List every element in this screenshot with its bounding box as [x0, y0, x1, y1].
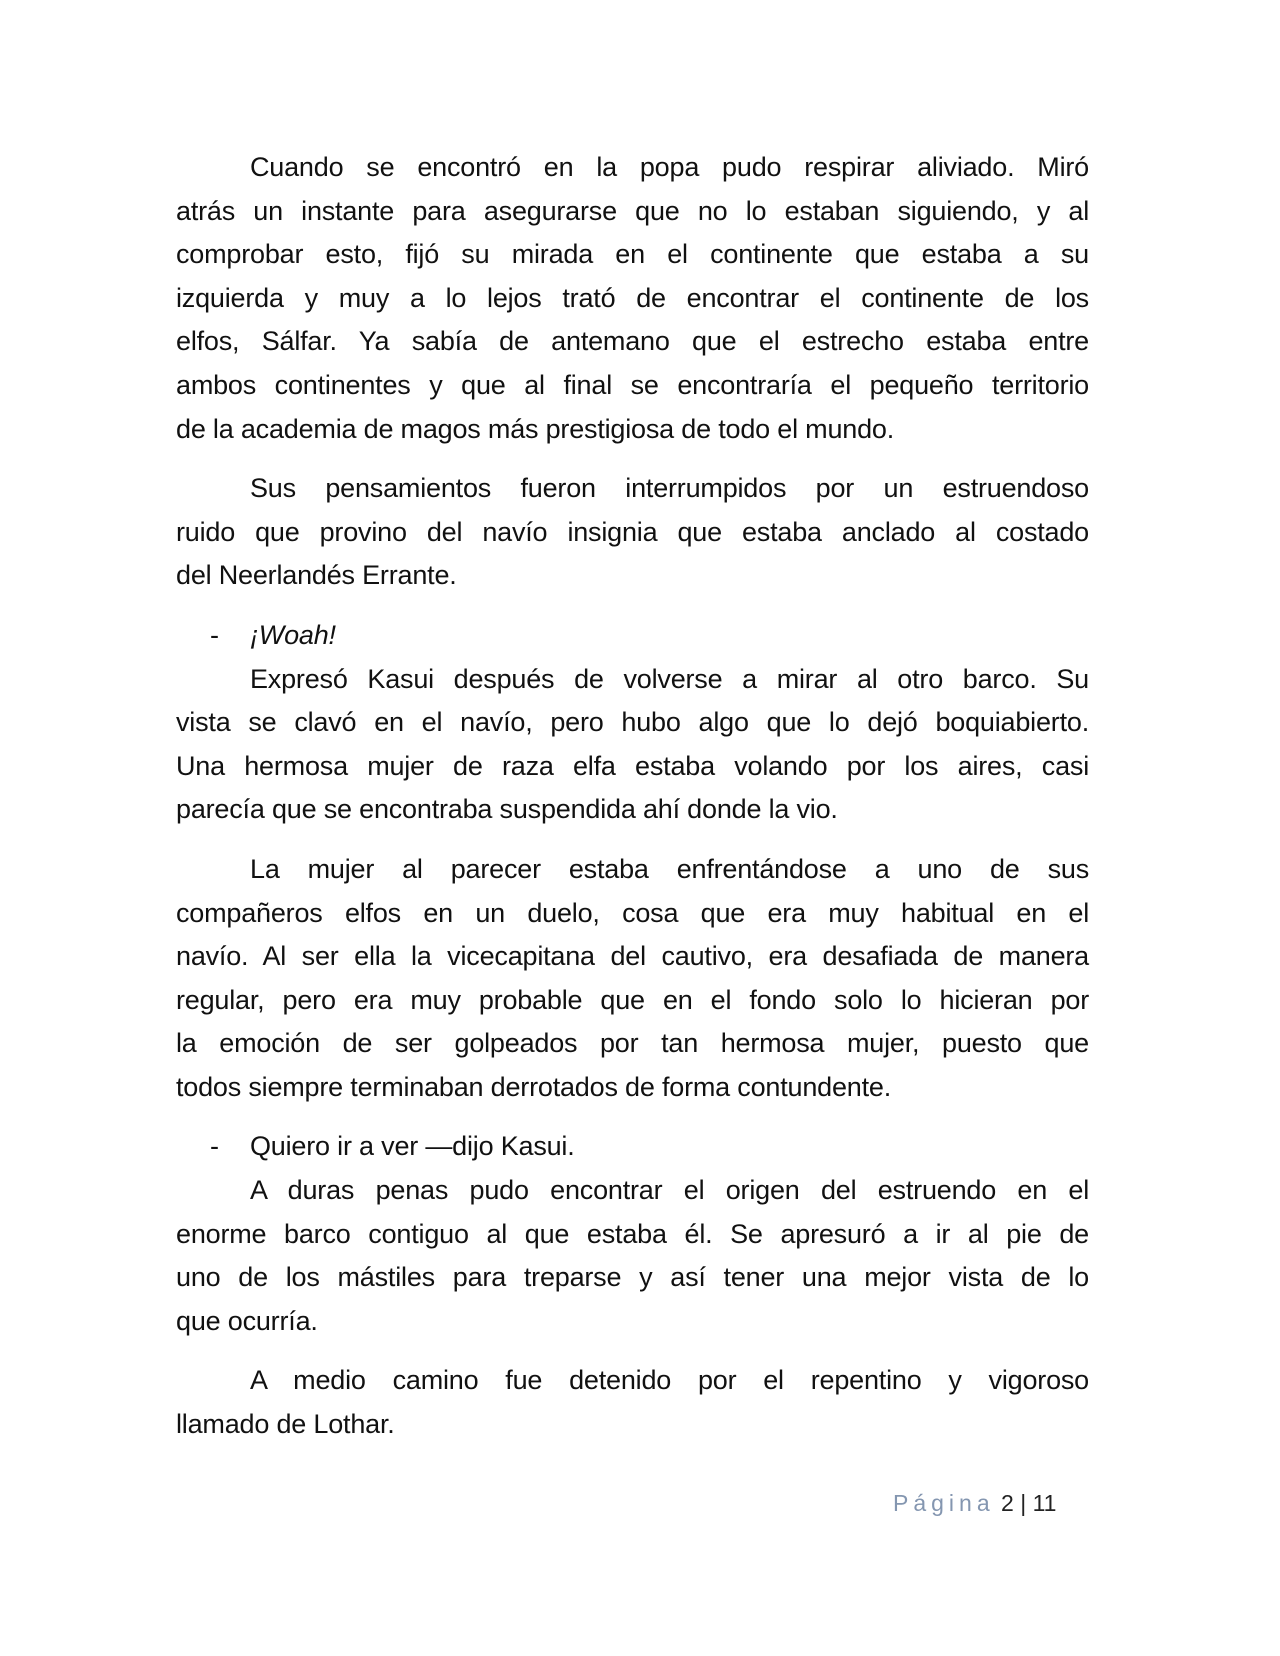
paragraph: [176, 848, 1089, 1110]
paragraph-line: enorme barco contiguo al que estaba él. Se apresuró a ir al pie de: [176, 1218, 1089, 1249]
paragraph-line: navío. Al ser ella la vicecapitana del cautivo, era desafiada de manera: [176, 941, 1089, 972]
paragraph: [176, 658, 1089, 832]
dialog-line: [176, 614, 1089, 658]
dialog-dash: -: [210, 1131, 219, 1162]
paragraph-line: vista se clavó en el navío, pero hubo algo que lo dejó boquiabierto.: [176, 707, 1089, 738]
paragraph-line: elfos, Sálfar. Ya sabía de antemano que el estrecho estaba entre: [176, 326, 1089, 357]
paragraph-line: todos siempre terminaban derrotados de forma contundente.: [176, 1071, 892, 1102]
paragraph-line: izquierda y muy a lo lejos trató de encontrar el continente de los: [176, 282, 1089, 313]
paragraph-line: del Neerlandés Errante.: [176, 560, 457, 591]
paragraph-line: A medio camino fue detenido por el repentino y vigoroso: [250, 1365, 1089, 1396]
dialog-dash: -: [210, 619, 219, 650]
paragraph-line: A duras penas pudo encontrar el origen del estruendo en el: [250, 1175, 1089, 1206]
paragraph-line: de la academia de magos más prestigiosa de todo el mundo.: [176, 413, 895, 444]
paragraph: [176, 146, 1089, 451]
page-footer: [893, 1490, 1056, 1517]
paragraph: [176, 1359, 1089, 1446]
page-separator: |: [1020, 1490, 1027, 1516]
paragraph-line: llamado de Lothar.: [176, 1409, 395, 1440]
paragraph: [176, 467, 1089, 598]
paragraph-line: regular, pero era muy probable que en el fondo solo lo hicieran por: [176, 984, 1089, 1015]
paragraph-line: comprobar esto, fijó su mirada en el continente que estaba a su: [176, 239, 1089, 270]
paragraph-line: Una hermosa mujer de raza elfa estaba volando por los aires, casi: [176, 750, 1089, 781]
page-number: 2: [1001, 1490, 1014, 1516]
paragraph-line: La mujer al parecer estaba enfrentándose a uno de sus: [250, 853, 1089, 884]
paragraph-line: Expresó Kasui después de volverse a mirar al otro barco. Su: [250, 663, 1089, 694]
paragraph: [176, 1169, 1089, 1343]
document-body: [176, 146, 1089, 1463]
paragraph-line: uno de los mástiles para treparse y así tener una mejor vista de lo: [176, 1262, 1089, 1293]
paragraph-line: Cuando se encontró en la popa pudo respirar aliviado. Miró: [250, 152, 1089, 182]
paragraph-line: la emoción de ser golpeados por tan hermosa mujer, puesto que: [176, 1028, 1089, 1059]
dialog-line: [176, 1125, 1089, 1169]
paragraph-line: atrás un instante para asegurarse que no lo estaban siguiendo, y al: [176, 195, 1089, 226]
paragraph-line: compañeros elfos en un duelo, cosa que era muy habitual en el: [176, 897, 1089, 928]
paragraph-line: Sus pensamientos fueron interrumpidos por un estruendoso: [250, 473, 1089, 504]
paragraph-line: parecía que se encontraba suspendida ahí donde la vio.: [176, 794, 838, 825]
page-label: Página: [893, 1490, 995, 1516]
dialog-text: Quiero ir a ver —dijo Kasui.: [250, 1131, 575, 1162]
paragraph-line: que ocurría.: [176, 1305, 318, 1336]
paragraph-line: ambos continentes y que al final se encontraría el pequeño territorio: [176, 369, 1089, 400]
page-total: 11: [1032, 1490, 1057, 1516]
dialog-row: [176, 614, 1089, 658]
dialog-row: [176, 1125, 1089, 1169]
dialog-text: ¡Woah!: [250, 619, 336, 650]
paragraph-line: ruido que provino del navío insignia que estaba anclado al costado: [176, 516, 1089, 547]
